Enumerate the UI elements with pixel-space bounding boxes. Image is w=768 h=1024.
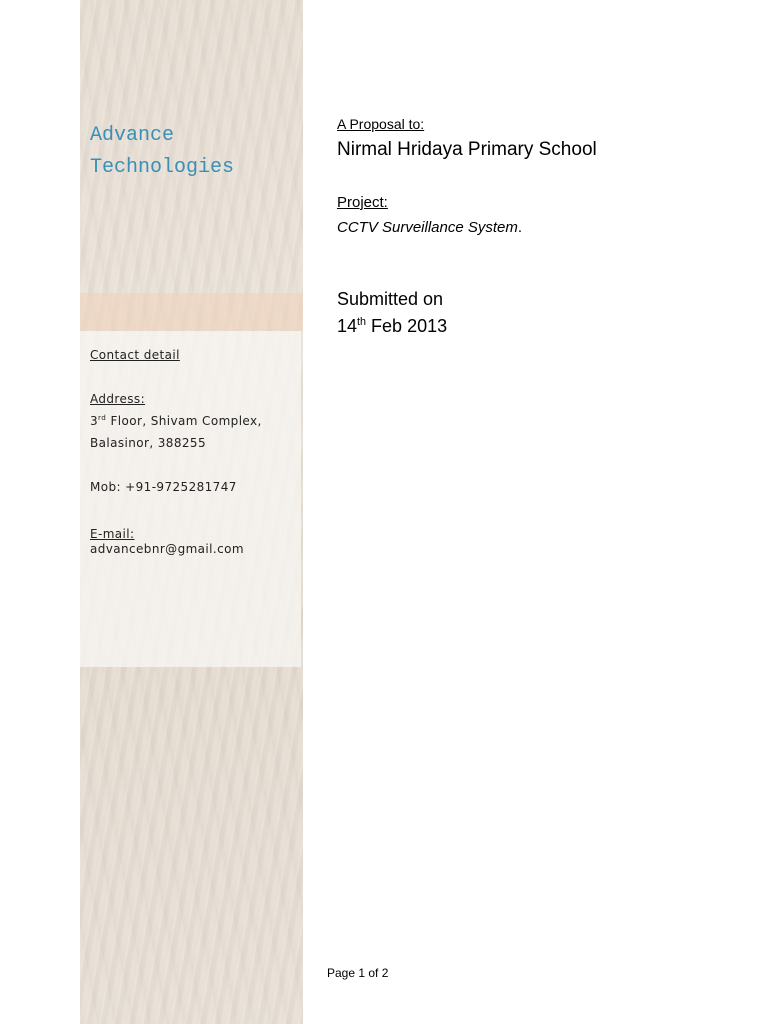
submitted-label: Submitted on [337,289,444,309]
page-number: Page 1 of 2 [327,966,389,980]
decorative-band [80,293,303,331]
address-line1: 3rd Floor, Shivam Complex, [90,413,262,428]
project-name: CCTV Surveillance System. [337,219,523,236]
proposal-label: A Proposal to: [337,116,425,132]
project-label: Project: [337,194,388,211]
mobile-number: Mob: +91-9725281747 [90,480,237,494]
company-name-line2: Technologies [90,156,235,179]
company-name-line1: Advance [90,124,175,147]
contact-heading: Contact detail [90,348,180,362]
email-address: advancebnr@gmail.com [90,542,244,556]
sidebar [80,0,303,1024]
contact-details [90,344,295,556]
email-label: E-mail: [90,527,135,541]
school-name: Nirmal Hridaya Primary School [337,139,597,160]
company-name [90,120,234,184]
address-line2: Balasinor, 388255 [90,436,206,450]
date-value: 14th Feb 2013 [337,316,448,336]
submission-date [337,286,447,340]
address-label: Address: [90,392,146,406]
